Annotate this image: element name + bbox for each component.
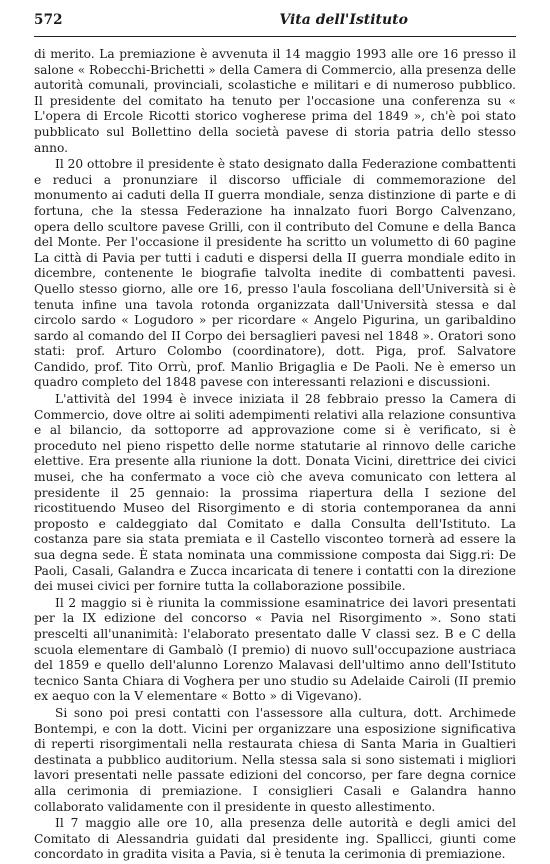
paragraph-5: Si sono poi presi contatti con l'assessore alla cultura, dott. Archimede Bontempi, e con la dott. Vicini per organizzare una esposizione significativa di reperti risorgimentali nella restaurata chiesa di Santa Maria in Gualtieri destinata a pubblico auditorium. Nella stessa sala si sono sistemati i migliori lavori presentati nelle passate edizioni del concorso, per fare degna cornice alla cerimonia di premiazione. I consiglieri Casali e Galandra hanno collaborato validamente con il presidente in questo allestimento.	[34, 705, 516, 814]
paragraph-3: L'attività del 1994 è invece iniziata il 28 febbraio presso la Camera di Commercio, dove oltre ai soliti adempimenti relativi alla relazione consuntiva e al bilancio, da sottoporre ad approvazione come si è verificato, si è proceduto nel pieno rispetto delle norme statutarie al rinnovo delle cariche elettive. Era presente alla riunione la dott. Donata Vicini, direttrice dei civici musei, che ha confermato a voce ciò che aveva comunicato con lettera al presidente il 25 gennaio: la prossima riapertura della I sezione del ricostituendo Museo del Risorgimento e di storia contemporanea da anni proposto e caldeggiato dal Comitato e dalla Consulta dell'Istituto. La costanza pare sia stata premiata e il Castello visconteo tornerà ad essere la sua degna sede. È stata nominata una commissione composta dai Sigg.ri: De Paoli, Casali, Galandra e Zucca incaricata di tenere i contatti con la direzione dei musei civici per fornire tutta la collaborazione possibile.	[34, 392, 516, 594]
paragraph-6: Il 7 maggio alle ore 10, alla presenza delle autorità e degli amici del Comitato di Alessandria guidati dal presidente ing. Spallicci, giunti come concordato in gradita visita a Pavia, si è tenuta la cerimonia di premiazione.	[34, 816, 516, 862]
paragraph-1: di merito. La premiazione è avvenuta il 14 maggio 1993 alle ore 16 presso il salone « Robecchi-Brichetti » della Camera di Commercio, alla presenza delle autorità comunali, provinciali, scolastiche e militari e di numeroso pubblico. Il presidente del comitato ha tenuto per l'occasione una conferenza su « L'opera di Ercole Ricotti storico vogherese prima del 1849 », ch'è poi stato pubblicato sul Bollettino della società pavese di storia patria dello stesso anno.	[34, 47, 516, 155]
running-title: Vita dell'Istituto	[279, 12, 408, 28]
body-text	[34, 47, 516, 863]
page-number: 572	[34, 12, 63, 28]
document-page	[34, 12, 516, 864]
paragraph-4: Il 2 maggio si è riunita la commissione esaminatrice dei lavori presentati per la IX edizione del concorso « Pavia nel Risorgimento ». Sono stati prescelti all'unanimità: l'elaborato presentato dalle V classi sez. B e C della scuola elementare di Gambalò (I premio) di nuovo sull'occupazione austriaca del 1859 e quello dell'alunno Lorenzo Malavasi dell'ultimo anno dell'Istituto tecnico Santa Chiara di Voghera per uno studio su Adelaide Cairoli (II premio ex aequo con la V elementare « Botto » di Vigevano).	[34, 595, 516, 704]
page-header	[34, 12, 516, 37]
paragraph-2: Il 20 ottobre il presidente è stato designato dalla Federazione combattenti e reduci a pronunziare il discorso ufficiale di commemorazione del monumento ai caduti della II guerra mondiale, senza distinzione di parte e di fortuna, che la stessa Federazione ha innalzato fuori Borgo Calvenzano, opera dello scultore pavese Grilli, con il contributo del Comune e della Banca del Monte. Per l'occasione il presidente ha scritto un volumetto di 60 pagine La città di Pavia per tutti i caduti e dispersi della II guerra mondiale edito in dicembre, contenente le biografie talvolta inedite di combattenti pavesi. Quello stesso giorno, alle ore 16, presso l'aula foscoliana dell'Università si è tenuta infine una tavola rotonda organizzata dall'Università stessa e dal circolo sardo « Logudoro » per ricordare « Angelo Pigurina, un garibaldino sardo al comando del II Corpo dei bersaglieri pavesi nel 1848 ». Oratori sono stati: prof. Arturo Colombo (coordinatore), dott. Piga, prof. Salvatore Candido, prof. Tito Orrù, prof. Manlio Brigaglia e De Paoli. Ne è emerso un quadro completo del 1848 pavese con interessanti relazioni e discussioni.	[34, 157, 516, 390]
